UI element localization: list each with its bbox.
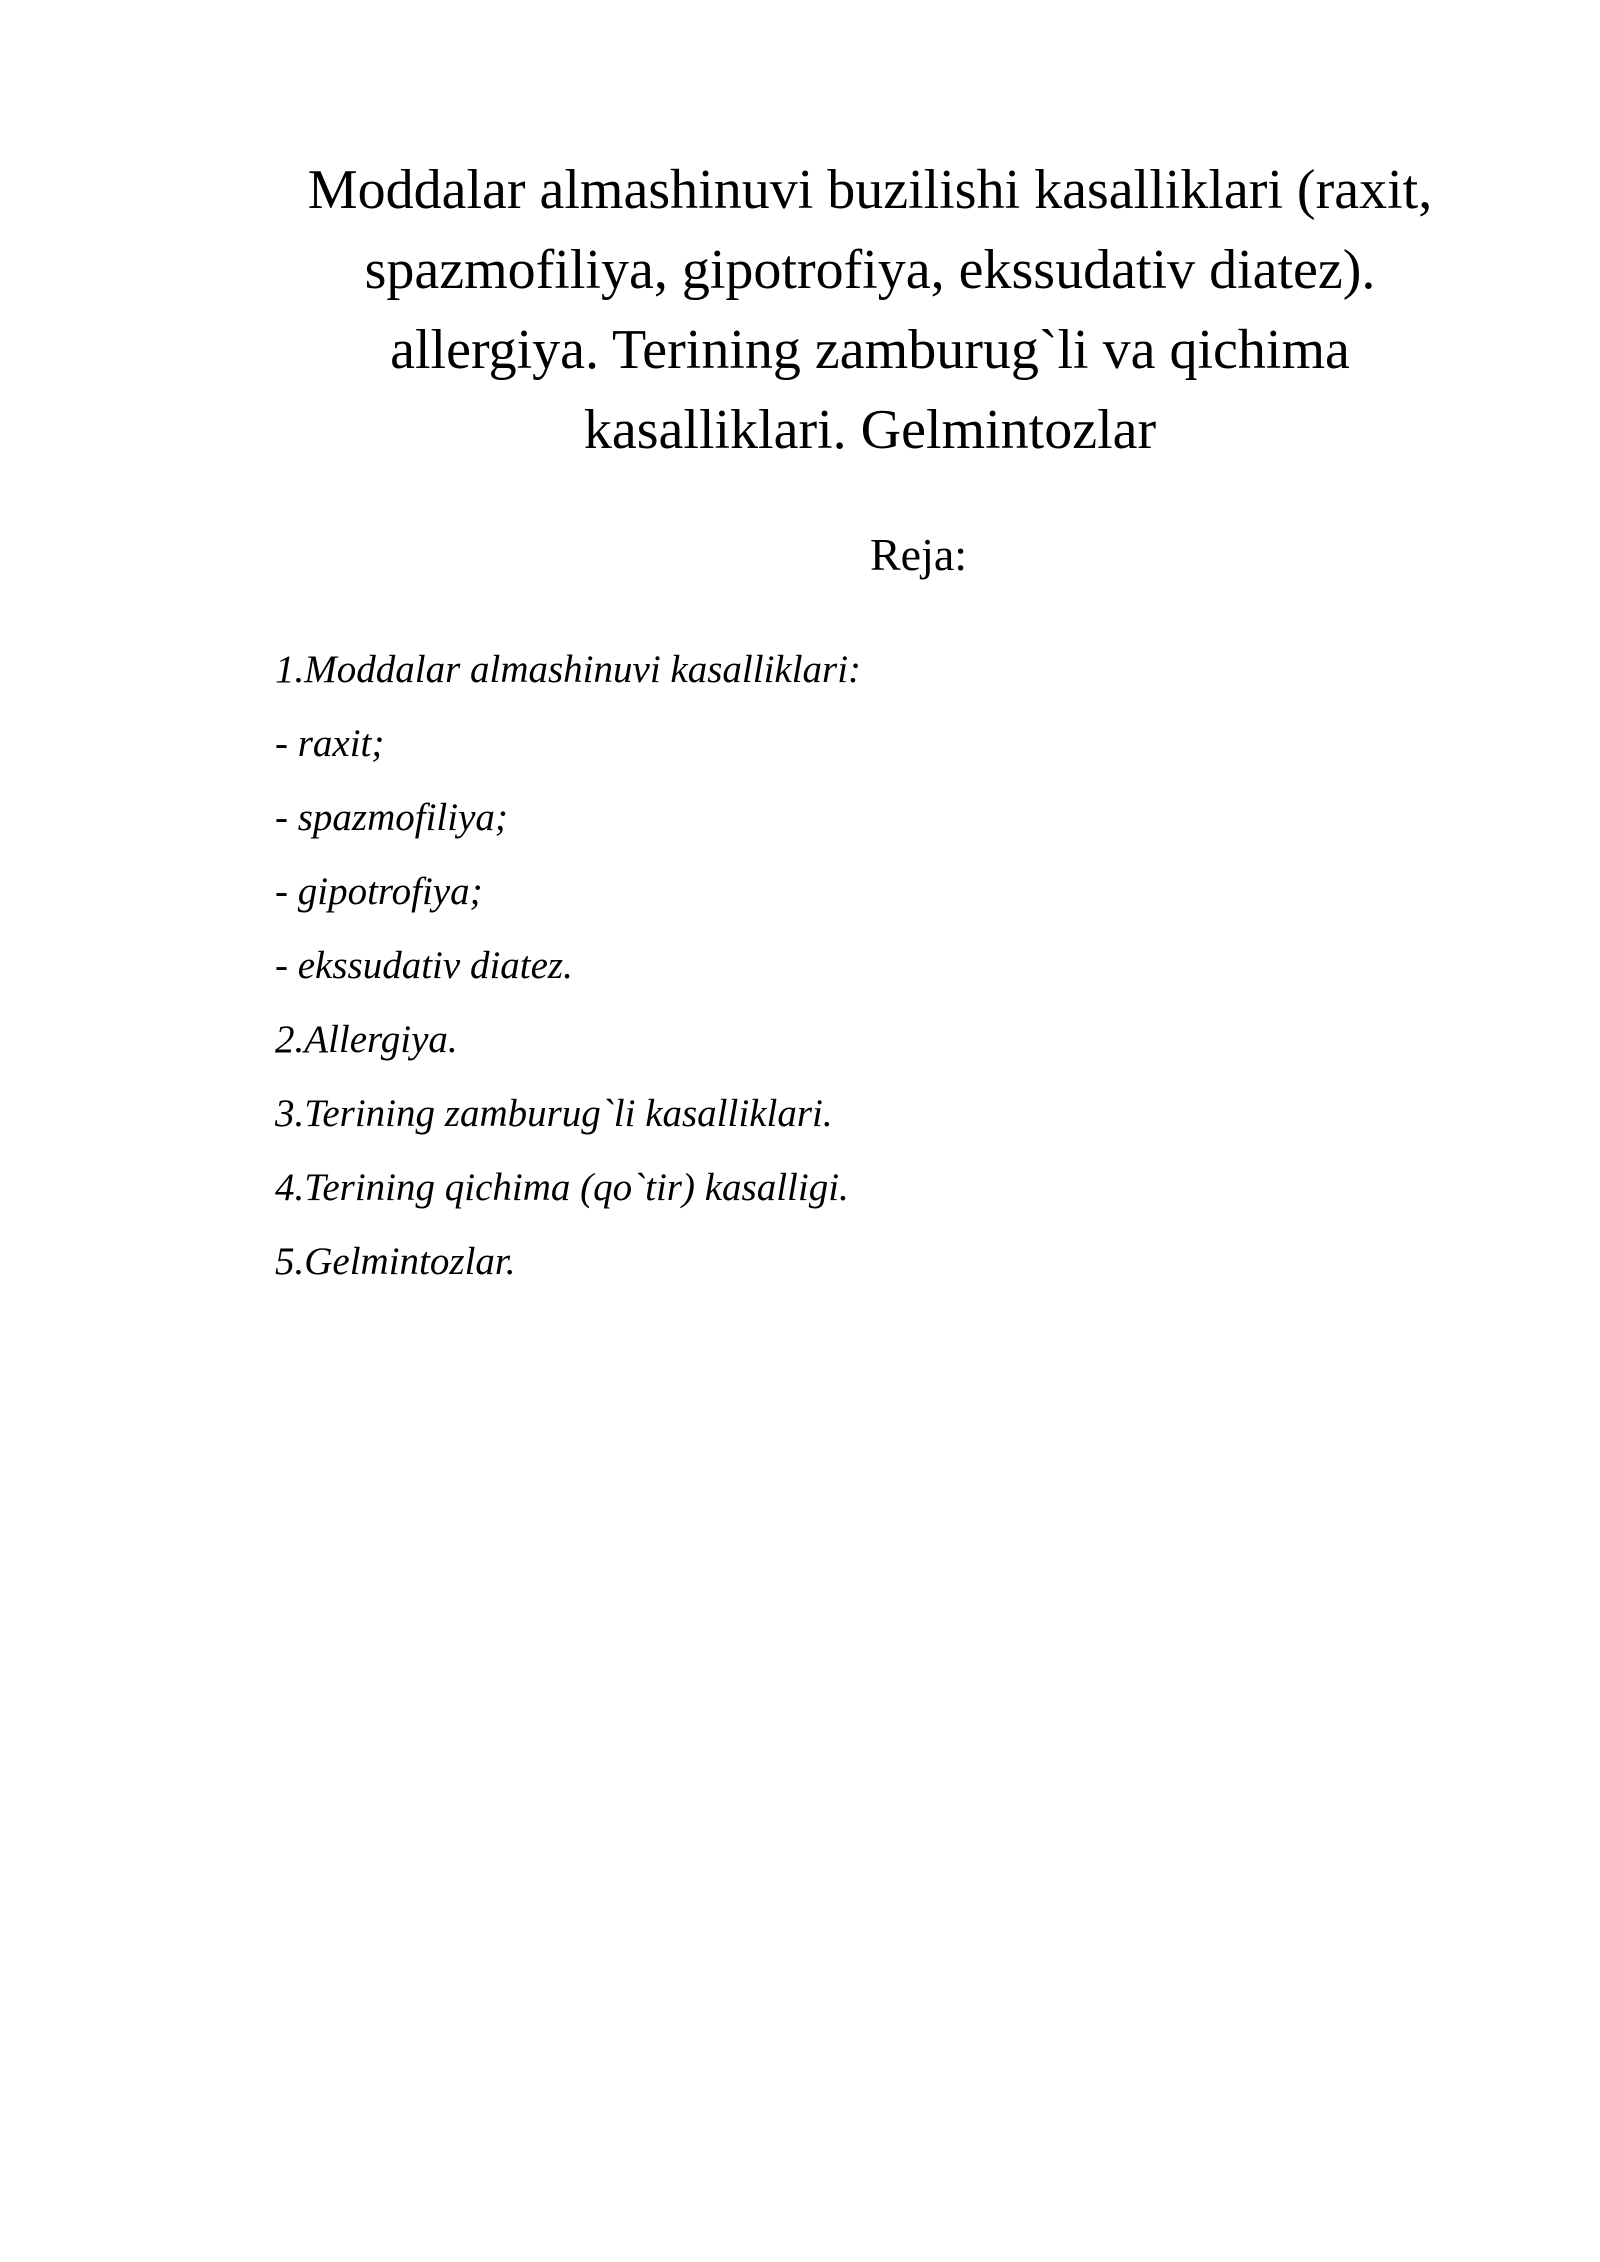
plan-item: 4.Terining qichima (qo`tir) kasalligi. bbox=[275, 1166, 849, 1209]
plan-heading: Reja: bbox=[870, 529, 968, 580]
plan-item: 1.Moddalar almashinuvi kasalliklari: bbox=[275, 648, 862, 691]
plan-item: - raxit; bbox=[275, 722, 385, 765]
title-line: spazmofiliya, gipotrofiya, ekssudativ diatez). bbox=[364, 239, 1376, 301]
plan-item: 2.Allergiya. bbox=[275, 1018, 458, 1061]
title-line: Moddalar almashinuvi buzilishi kasalliklari (raxit, bbox=[307, 159, 1433, 221]
plan-item: - gipotrofiya; bbox=[275, 870, 483, 913]
plan-item: 5.Gelmintozlar. bbox=[275, 1240, 516, 1283]
document-title bbox=[270, 150, 1470, 470]
title-line: allergiya. Terining zamburug`li va qichima bbox=[390, 319, 1350, 381]
plan-item: - ekssudativ diatez. bbox=[275, 944, 573, 987]
title-line: kasalliklari. Gelmintozlar bbox=[583, 399, 1157, 461]
plan-item: - spazmofiliya; bbox=[275, 796, 508, 839]
plan-item: 3.Terining zamburug`li kasalliklari. bbox=[275, 1092, 833, 1135]
plan-list bbox=[275, 640, 1175, 1306]
